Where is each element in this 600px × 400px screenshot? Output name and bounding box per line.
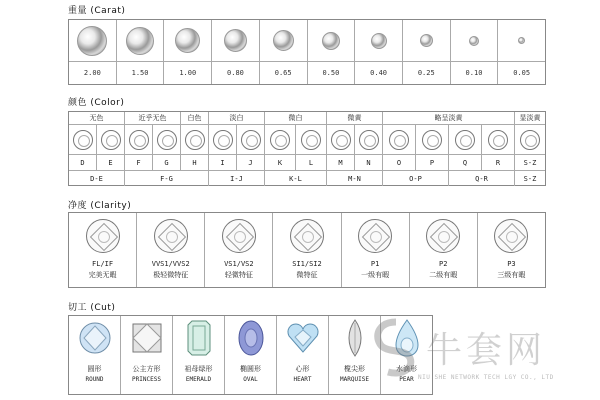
cut-name-en: PRINCESS — [132, 376, 161, 383]
color-letter: P — [416, 155, 449, 170]
color-letter: H — [181, 155, 209, 170]
color-gem-row — [69, 125, 545, 155]
cut-name-cn: 水滴形 — [396, 365, 417, 373]
color-group: 淡白 — [209, 112, 265, 124]
clarity-name: 一级有暇 — [361, 271, 390, 279]
diamond-icon — [331, 130, 351, 150]
color-range: Q-R — [449, 171, 515, 186]
color-group-row — [69, 112, 545, 125]
color-range: F-G — [125, 171, 209, 186]
clarity-name: 极轻微特征 — [153, 271, 189, 279]
diamond-icon — [488, 130, 508, 150]
color-group: 无色 — [69, 112, 125, 124]
color-letter: R — [482, 155, 515, 170]
clarity-code: P2 — [439, 260, 448, 268]
carat-cell — [164, 20, 212, 84]
carat-cell — [451, 20, 499, 84]
cut-name-en: MARQUISE — [340, 376, 369, 383]
diamond-icon — [371, 33, 387, 49]
cut-section-title: 切工 (Cut) — [68, 303, 116, 313]
color-group: 近乎无色 — [125, 112, 181, 124]
color-letter: N — [355, 155, 383, 170]
diamond-icon — [77, 26, 107, 56]
color-range: K-L — [265, 171, 327, 186]
diamond-icon — [290, 219, 324, 253]
carat-value: 0.40 — [370, 69, 387, 77]
diamond-icon — [270, 130, 290, 150]
diamond-icon — [157, 130, 177, 150]
princess-diamond-icon — [130, 321, 164, 355]
color-letter: E — [97, 155, 125, 170]
watermark-brand: 牛套网 — [426, 330, 547, 371]
color-letter: L — [296, 155, 327, 170]
cut-cell — [69, 316, 121, 394]
clarity-section-title: 净度 (Clarity) — [68, 201, 132, 211]
color-letter: J — [237, 155, 265, 170]
cut-name-cn: 圆形 — [87, 365, 102, 373]
cut-name-en: ROUND — [85, 376, 104, 383]
diamond-icon — [301, 130, 321, 150]
diamond-icon — [126, 27, 154, 55]
cut-name-cn: 祖母绿形 — [184, 365, 213, 373]
clarity-code: FL/IF — [92, 260, 114, 268]
diamond-icon — [241, 130, 261, 150]
color-letter: Q — [449, 155, 482, 170]
clarity-name: 三级有暇 — [497, 271, 526, 279]
emerald-diamond-icon — [187, 320, 211, 356]
carat-table — [68, 19, 546, 85]
carat-cell — [355, 20, 403, 84]
cut-name-cn: 心形 — [295, 365, 310, 373]
carat-value: 0.25 — [417, 69, 435, 77]
clarity-code: VVS1/VVS2 — [151, 260, 190, 268]
color-letter-row — [69, 155, 545, 171]
color-letter: G — [153, 155, 181, 170]
carat-value: 0.10 — [465, 69, 483, 77]
color-range: O-P — [383, 171, 449, 186]
diamond-icon — [389, 130, 409, 150]
diamond-icon — [359, 130, 379, 150]
cut-cell — [329, 316, 381, 394]
cut-cell — [173, 316, 225, 394]
clarity-code: VS1/VS2 — [224, 260, 254, 268]
carat-cell — [69, 20, 117, 84]
color-letter: O — [383, 155, 416, 170]
color-group: 显淡黄 — [519, 114, 541, 122]
clarity-cell — [478, 213, 545, 287]
carat-value: 0.80 — [227, 69, 244, 77]
cut-table — [68, 315, 433, 395]
diamond-icon — [213, 130, 233, 150]
carat-cell — [403, 20, 451, 84]
color-range: M-N — [327, 171, 383, 186]
carat-cell — [212, 20, 260, 84]
carat-cell — [308, 20, 356, 84]
cut-name-cn: 椭圆形 — [240, 365, 261, 373]
color-table — [68, 111, 546, 186]
clarity-cell — [342, 213, 410, 287]
diamond-icon — [86, 219, 120, 253]
diamond-icon — [358, 219, 392, 253]
carat-value: 0.50 — [322, 69, 340, 77]
diamond-icon — [101, 130, 121, 150]
oval-diamond-icon — [238, 320, 264, 356]
clarity-cell — [273, 213, 341, 287]
cut-name-cn: 公主方形 — [132, 365, 161, 373]
cut-name-en: PEAR — [399, 376, 414, 383]
clarity-code: P3 — [507, 260, 516, 268]
color-section-title: 颜色 (Color) — [68, 98, 125, 108]
clarity-name: 二级有暇 — [429, 271, 458, 279]
carat-value: 0.65 — [274, 69, 292, 77]
color-group: 略呈淡黄 — [383, 112, 515, 124]
clarity-code: SI1/SI2 — [292, 260, 322, 268]
color-range: D-E — [69, 171, 125, 186]
clarity-name: 轻微特征 — [224, 271, 253, 279]
diamond-icon — [73, 130, 93, 150]
diamond-icon — [426, 219, 460, 253]
round-diamond-icon — [78, 321, 112, 355]
pear-diamond-icon — [395, 319, 419, 357]
diamond-icon — [185, 130, 205, 150]
cut-name-cn: 榄尖形 — [344, 365, 365, 373]
cut-cell — [381, 316, 432, 394]
carat-value: 2.00 — [83, 69, 101, 77]
clarity-cell — [137, 213, 205, 287]
diamond-icon — [469, 36, 479, 46]
color-letter: I — [209, 155, 237, 170]
diamond-icon — [520, 130, 540, 150]
clarity-table — [68, 212, 546, 288]
diamond-icon — [129, 130, 149, 150]
color-range: I-J — [209, 171, 265, 186]
cut-name-en: EMERALD — [185, 376, 212, 383]
clarity-cell — [205, 213, 273, 287]
watermark-subtitle: NIU SHE NETWORK TECH LGY CO., LTD — [418, 374, 554, 381]
clarity-cell — [410, 213, 478, 287]
carat-section-title: 重量 (Carat) — [68, 6, 126, 16]
carat-value: 1.50 — [131, 69, 149, 77]
diamond-icon — [175, 28, 200, 53]
cut-cell — [225, 316, 277, 394]
diamond-icon — [322, 32, 340, 50]
carat-cell — [498, 20, 545, 84]
carat-value: 1.00 — [179, 69, 197, 77]
diamond-icon — [224, 29, 247, 52]
color-letter: S-Z — [523, 158, 537, 167]
clarity-code: P1 — [370, 260, 380, 268]
diamond-icon — [420, 34, 433, 47]
diamond-icon — [518, 37, 525, 44]
carat-cell — [117, 20, 165, 84]
diamond-icon — [273, 30, 294, 51]
clarity-cell — [69, 213, 137, 287]
diamond-icon — [154, 219, 188, 253]
carat-value: 0.05 — [513, 69, 531, 77]
color-group: 微白 — [265, 112, 327, 124]
clarity-name: 完美无暇 — [88, 271, 117, 279]
color-range: S-Z — [523, 174, 537, 183]
cut-name-en: OVAL — [243, 376, 258, 383]
color-group: 微黄 — [327, 112, 383, 124]
clarity-name: 微特征 — [296, 271, 318, 279]
color-range-row — [69, 171, 545, 186]
diamond-icon — [494, 219, 528, 253]
diamond-icon — [422, 130, 442, 150]
carat-cell — [260, 20, 308, 84]
diamond-icon — [222, 219, 256, 253]
cut-cell — [277, 316, 329, 394]
color-letter: F — [125, 155, 153, 170]
color-letter: D — [69, 155, 97, 170]
cut-name-en: HEART — [293, 376, 312, 383]
color-letter: M — [327, 155, 355, 170]
color-group: 白色 — [181, 112, 209, 124]
heart-diamond-icon — [286, 322, 320, 354]
diamond-icon — [455, 130, 475, 150]
cut-cell — [121, 316, 173, 394]
color-letter: K — [265, 155, 296, 170]
marquise-diamond-icon — [346, 319, 364, 357]
